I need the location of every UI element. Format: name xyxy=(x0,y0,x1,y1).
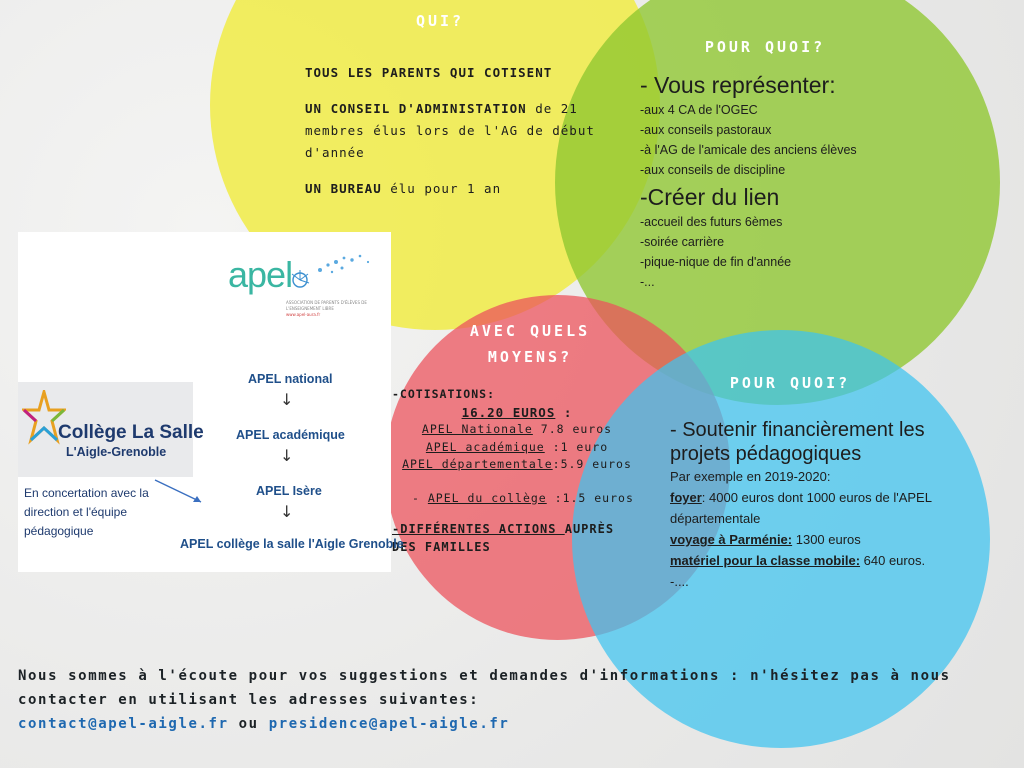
pourquoi2-foyer-rest: : 4000 euros dont 1000 euros de l'APEL départementale xyxy=(670,490,932,526)
moyens-dep-val: :5.9 euros xyxy=(552,457,632,471)
arrow-down-icon: ↓ xyxy=(280,502,294,521)
arrow-down-icon: ↓ xyxy=(280,390,294,409)
pourquoi1-sub1: - Vous représenter: xyxy=(640,72,836,98)
arrow-down-icon: ↓ xyxy=(280,446,294,465)
pourquoi1-sub2: -Créer du lien xyxy=(640,184,780,210)
qui-title: QUI? xyxy=(415,12,465,30)
dandelion-icon xyxy=(280,248,380,298)
list-item: -aux conseils de discipline xyxy=(640,163,786,177)
pourquoi2-materiel-rest: 640 euros. xyxy=(860,553,926,568)
list-item: -à l'AG de l'amicale des anciens élèves xyxy=(640,143,857,157)
list-item: -... xyxy=(640,275,655,289)
moyens-aca-val: :1 euro xyxy=(544,439,609,454)
qui-line1: TOUS LES PARENTS QUI COTISENT xyxy=(305,65,553,80)
chain-college: APEL collège la salle l'Aigle Grenoble xyxy=(180,537,404,551)
pourquoi1-title: POUR QUOI? xyxy=(704,38,826,56)
chain-academique: APEL académique xyxy=(236,428,345,442)
list-item: -aux 4 CA de l'OGEC xyxy=(640,103,758,117)
diagonal-arrow-icon xyxy=(153,477,208,507)
pourquoi1-body xyxy=(640,70,930,292)
moyens-nat-label: APEL Nationale xyxy=(421,422,533,436)
pourquoi2-body xyxy=(670,418,970,592)
qui-ca-bold: UN CONSEIL D'ADMINISTATION xyxy=(305,101,527,116)
chain-national: APEL national xyxy=(248,372,333,386)
pourquoi2-materiel-label: matériel pour la classe mobile: xyxy=(670,553,861,568)
apel-logo-subtitle xyxy=(286,300,376,318)
contact-text: Nous sommes à l'écoute pour vos suggestions et demandes d'informations : n'hésitez pas à nous contacter en utilisant les adresses suivantes: xyxy=(18,668,951,708)
apel-hierarchy-panel xyxy=(18,232,404,572)
moyens-total-suffix: : xyxy=(555,404,573,420)
pourquoi2-voyage-label: voyage à Parménie: xyxy=(670,532,793,547)
concertation-text: En concertation avec la direction et l'équipe pédagogique xyxy=(24,486,149,538)
presidence-email-link[interactable]: presidence@apel-aigle.fr xyxy=(268,716,510,732)
list-item: -aux conseils pastoraux xyxy=(640,123,772,137)
pourquoi2-sub: - Soutenir financièrement les projets pédagogiques xyxy=(670,419,925,465)
moyens-aca-label: APEL académique xyxy=(425,439,545,454)
pourquoi2-etc: -.... xyxy=(670,574,689,589)
moyens-cotisations: -COTISATIONS: xyxy=(392,387,496,401)
moyens-title: AVEC QUELS MOYENS? xyxy=(469,322,591,366)
moyens-col-val: :1.5 euros xyxy=(546,490,634,505)
qui-bureau-rest: élu pour 1 an xyxy=(381,181,502,196)
moyens-col-label: APEL du collège xyxy=(427,490,547,505)
list-item: -accueil des futurs 6èmes xyxy=(640,215,783,229)
chain-isere: APEL Isère xyxy=(256,484,322,498)
moyens-col-prefix: - xyxy=(412,490,428,505)
moyens-actions-u: -DIFFÉRENTES ACTIONS xyxy=(392,522,565,536)
college-subtitle: L'Aigle-Grenoble xyxy=(66,445,167,459)
moyens-dep-label: APEL départementale xyxy=(402,457,553,471)
apel-url-text: www.apel-aura.fr xyxy=(286,312,321,317)
pourquoi2-example: Par exemple en 2019-2020: xyxy=(670,469,831,484)
contact-or: ou xyxy=(228,716,269,732)
moyens-total: 16.20 EUROS xyxy=(461,404,556,420)
pourquoi2-foyer-label: foyer xyxy=(670,490,702,505)
moyens-actions-rest: AUPRÈS DES FAMILLES xyxy=(392,522,615,554)
college-name: Collège La Salle xyxy=(58,422,204,443)
moyens-nat-val: 7.8 euros xyxy=(532,422,613,436)
qui-ca-rest: de 21 membres élus lors de l'AG de début d'année xyxy=(305,101,595,160)
apel-logo-text: apel xyxy=(228,254,293,295)
list-item: -soirée carrière xyxy=(640,235,725,249)
qui-bureau-bold: UN BUREAU xyxy=(305,181,382,196)
list-item: -pique-nique de fin d'année xyxy=(640,255,792,269)
pourquoi2-voyage-rest: 1300 euros xyxy=(792,532,861,547)
moyens-body xyxy=(392,386,642,556)
contact-message xyxy=(18,664,1008,736)
pourquoi2-title: POUR QUOI? xyxy=(729,374,851,392)
contact-email-link[interactable]: contact@apel-aigle.fr xyxy=(18,716,229,732)
qui-body xyxy=(305,62,605,214)
apel-subtitle-text: ASSOCIATION DE PARENTS D'ÉLÈVES DE L'ENSEIGNEMENT LIBRE xyxy=(286,300,367,311)
